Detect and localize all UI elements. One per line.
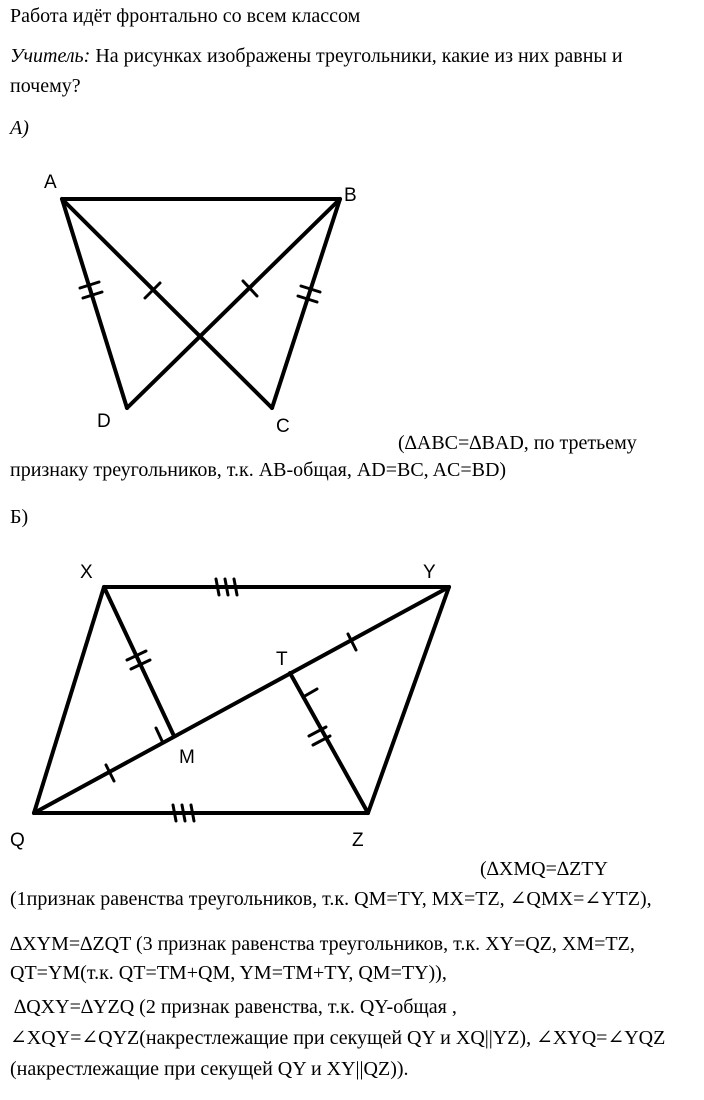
segment-yz [368,587,449,813]
point-label-t: T [276,649,288,670]
tick-xy-3 [234,579,237,595]
part-b-answer-4: QT=YM(т.к. QT=TM+QM, YM=TM+TY, QM=TY)), [10,962,447,984]
question-line-2: почему? [10,75,81,97]
part-a-answer-2: признаку треугольников, т.к. AB-общая, AD=BC, AC=BD) [10,459,507,481]
point-label-m: M [179,747,195,768]
part-b-answer-5: ∆QXY=∆YZQ (2 признак равенства, т.к. QY-общая , [14,996,457,1018]
speaker-label: Учитель: [10,45,91,67]
point-label-c: C [276,416,290,437]
figure-b [10,562,449,851]
part-b-answer-6: ∠XQY=∠QYZ(накрестлежащие при секущей QY и XQ||YZ), ∠XYQ=∠YQZ [10,1027,666,1049]
part-b-label: Б) [10,506,29,528]
point-label-x: X [80,562,93,583]
header-text: Работа идёт фронтально со всем классом [10,5,361,27]
tick-qz-1 [173,805,176,821]
point-label-b: B [344,185,357,206]
part-a-label: А) [10,117,29,139]
point-label-q: Q [10,830,25,851]
point-label-z: Z [352,830,364,851]
tick-xy-2 [225,579,228,595]
tick-qz-2 [182,805,185,821]
tick-qz-3 [191,805,194,821]
segment-xm [104,587,174,736]
right-angle-m [156,728,178,743]
part-a-answer-1: (∆ABC=∆BAD, по третьему [398,432,637,454]
part-b-answer-3: ∆XYM=∆ZQT (3 признак равенства треугольников, т.к. XY=QZ, XM=TZ, [10,933,635,955]
part-b-answer-7: (накрестлежащие при секущей QY и XY||QZ)). [10,1058,409,1080]
segment-qy [34,587,449,813]
question-text: На рисунках изображены треугольники, какие из них равны и [90,45,623,67]
point-label-a: A [44,172,57,193]
point-label-y: Y [423,562,436,583]
part-b-answer-1: (∆XMQ=∆ZTY [480,858,608,880]
part-b-answer-2: (1признак равенства треугольников, т.к. QM=TY, MX=TZ, ∠QMX=∠YTZ), [10,888,652,910]
point-label-d: D [97,411,111,432]
tick-xy-1 [216,579,219,595]
